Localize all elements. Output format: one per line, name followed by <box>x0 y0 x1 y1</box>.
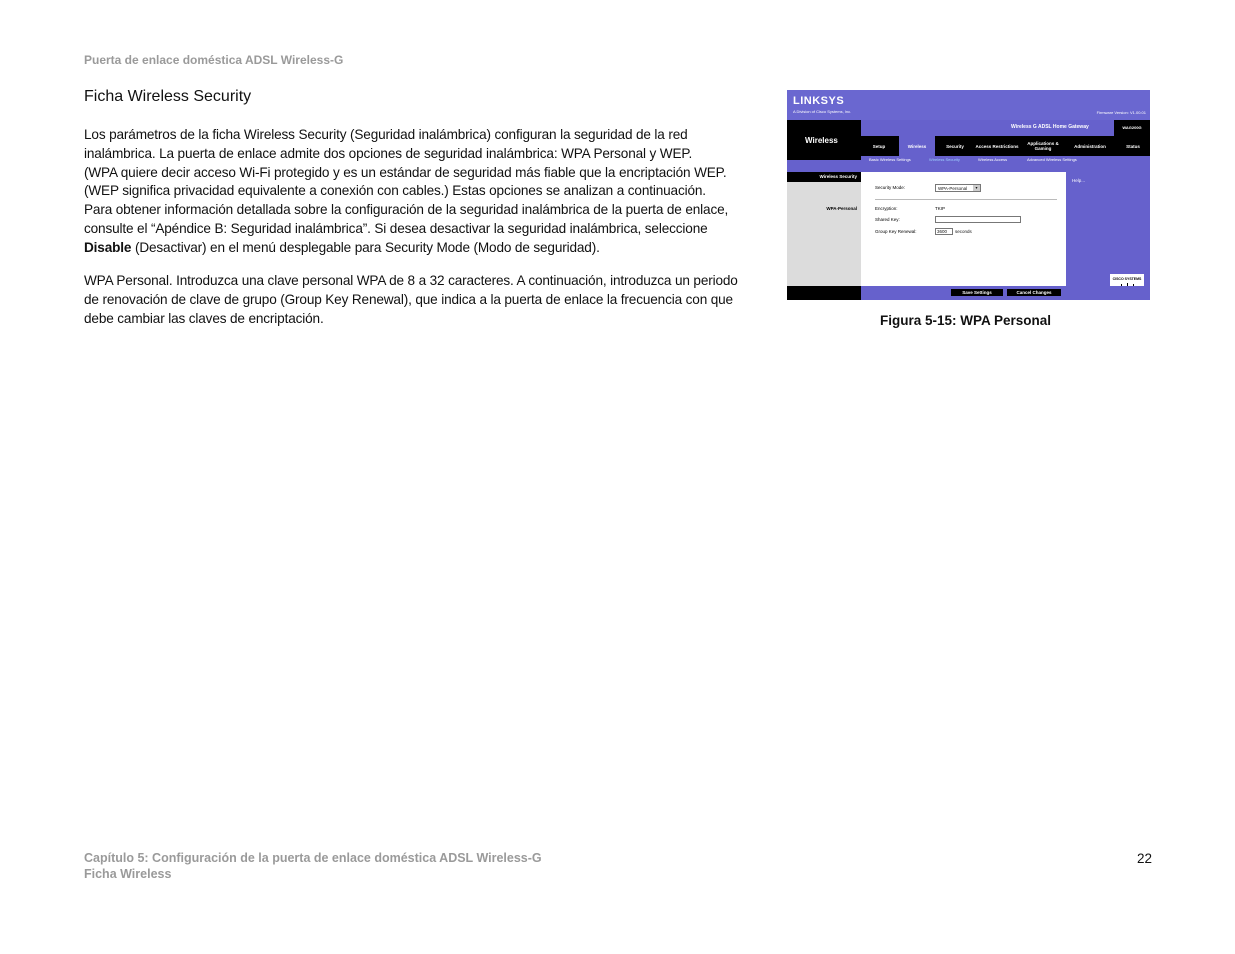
linksys-logo: LINKSYS <box>793 95 845 107</box>
cancel-changes-button[interactable]: Cancel Changes <box>1007 289 1061 296</box>
seconds-label: seconds <box>955 229 972 234</box>
paragraph-line-rest: (Desactivar) en el menú desplegable para Security Mode (Modo de seguridad). <box>131 239 600 255</box>
tab-status[interactable]: Status <box>1126 143 1140 149</box>
footer-section: Ficha Wireless <box>84 867 172 881</box>
help-bottom <box>1065 286 1150 300</box>
save-settings-button[interactable]: Save Settings <box>951 289 1003 296</box>
paragraph-line: Los parámetros de la ficha Wireless Security (Seguridad inalámbrica) configuran la seguridad de la red <box>84 127 688 142</box>
shared-key-input[interactable] <box>935 216 1021 223</box>
tab-applications-gaming[interactable]: Applications & Gaming <box>1027 141 1059 151</box>
logo-subtitle: A Division of Cisco Systems, Inc. <box>793 109 852 114</box>
tab-security[interactable]: Security <box>946 143 964 149</box>
paragraph-wpa-personal <box>84 272 754 328</box>
security-mode-label: Security Mode: <box>875 185 906 190</box>
paragraph-line: consulte el “Apéndice B: Seguridad inalámbrica”. Si desea desactivar la seguridad inalámbrica, seleccione <box>84 220 708 236</box>
figure-left-panel <box>787 172 861 286</box>
figure-bottom-left <box>787 286 861 300</box>
tab-access-restrictions[interactable]: Access Restrictions <box>975 143 1019 149</box>
chevron-down-icon: ▾ <box>973 185 980 191</box>
cisco-wordmark: CISCO SYSTEMS <box>1112 277 1142 281</box>
figure-top-bar <box>787 90 1150 120</box>
divider <box>875 199 1057 200</box>
model-number: WAG200G <box>1114 120 1150 136</box>
paragraph-line: (WEP significa privacidad equivalente a conexión con cables.) Estas opciones se analizan a continuación. <box>84 183 706 199</box>
paragraph-line: WPA Personal. Introduzca una clave personal WPA de 8 a 32 caracteres. A continuación, introduzca un periodo <box>84 273 738 288</box>
subtab-advanced-wireless[interactable]: Advanced Wireless Settings <box>1027 157 1077 162</box>
section-label: Wireless <box>805 136 838 145</box>
footer-chapter: Capítulo 5: Configuración de la puerta de enlace doméstica ADSL Wireless-G <box>84 851 542 865</box>
running-header: Puerta de enlace doméstica ADSL Wireless-G <box>84 53 344 67</box>
subtab-wireless-access[interactable]: Wireless Access <box>978 157 1008 162</box>
page-number: 22 <box>1137 851 1153 866</box>
left-panel-label: WPA-Personal <box>826 206 857 211</box>
paragraph-line: debe cambiar las claves de encriptación. <box>84 310 324 326</box>
figure-content <box>861 172 1065 286</box>
security-mode-select[interactable] <box>935 184 981 192</box>
tab-setup[interactable]: Setup <box>872 143 886 149</box>
wpa-personal-screenshot <box>787 90 1150 300</box>
firmware-version: Firmware Version: V1.00.01 <box>1096 110 1146 115</box>
tabs-bar <box>861 136 1150 156</box>
paragraph-line: inalámbrica. La puerta de enlace admite dos opciones de seguridad inalámbrica: WPA Personal y WEP. <box>84 145 693 161</box>
product-name: Wireless G ADSL Home Gateway <box>1011 124 1089 130</box>
tab-wireless[interactable]: Wireless <box>899 136 935 156</box>
left-panel-header: Wireless Security <box>787 172 861 182</box>
figure-bottom-bar <box>861 286 1065 300</box>
paragraph-line: de renovación de clave de grupo (Group Key Renewal), que indica a la puerta de enlace la frecuencia con que <box>84 291 733 307</box>
paragraph-line: Para obtener información detallada sobre la configuración de la seguridad inalámbrica de la puerta de enlace, <box>84 202 729 218</box>
shared-key-label: Shared Key: <box>875 217 900 222</box>
encryption-label: Encryption: <box>875 206 898 211</box>
subtab-basic-wireless[interactable]: Basic Wireless Settings <box>869 157 911 162</box>
subtabs-bar <box>861 156 1150 164</box>
product-bar <box>861 120 1150 136</box>
section-label-box <box>787 120 861 160</box>
group-key-renewal-input[interactable]: 3600 <box>935 228 953 235</box>
section-title: Ficha Wireless Security <box>84 88 252 105</box>
help-panel <box>1065 172 1150 286</box>
tab-administration[interactable]: Administration <box>1074 143 1106 149</box>
help-link[interactable]: Help... <box>1072 178 1086 183</box>
group-key-renewal-label: Group Key Renewal: <box>875 229 917 234</box>
figure-caption: Figura 5-15: WPA Personal <box>880 313 1052 328</box>
encryption-value: TKIP <box>935 206 946 211</box>
paragraph-intro <box>84 126 754 258</box>
paragraph-line: (WPA quiere decir acceso Wi-Fi protegido y es un estándar de seguridad más fiable que la encriptación WEP. <box>84 164 727 180</box>
subtab-wireless-security[interactable]: Wireless Security <box>929 157 960 162</box>
security-mode-value: WPA-Personal <box>938 186 968 191</box>
disable-keyword: Disable <box>84 239 132 255</box>
paragraph-line <box>84 239 754 258</box>
